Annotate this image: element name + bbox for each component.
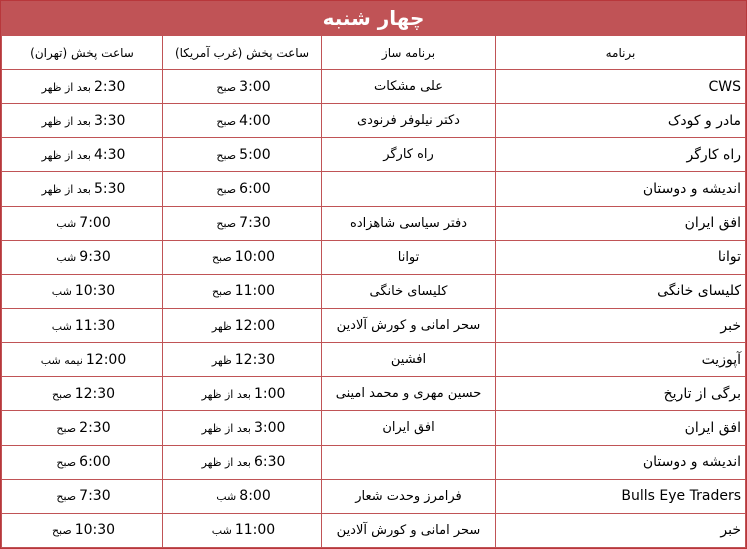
us-period: ظهر <box>211 319 232 333</box>
us-time-cell <box>163 70 322 104</box>
us-time-cell <box>163 343 322 377</box>
us-time: 3:00 <box>253 419 286 436</box>
tehran-time: 11:30 <box>74 317 116 334</box>
us-time: 12:00 <box>234 317 276 334</box>
program-cell: آپوزیت <box>496 343 746 377</box>
program-cell: مادر و کودک <box>496 104 746 138</box>
tehran-time: 3:30 <box>93 112 126 129</box>
us-time: 3:00 <box>239 78 271 95</box>
header-us-time: ساعت پخش (غرب آمریکا) <box>163 36 322 70</box>
tehran-period: صبح <box>51 387 72 401</box>
day-title <box>1 1 746 35</box>
program-cell: خبر <box>496 513 746 547</box>
us-period: صبح <box>216 114 237 128</box>
tehran-time-cell <box>2 138 163 172</box>
tehran-time-cell <box>2 343 163 377</box>
table-row <box>2 240 746 274</box>
tehran-time: 2:30 <box>93 78 126 95</box>
tehran-time: 12:00 <box>85 351 127 368</box>
tehran-period: صبح <box>56 456 77 470</box>
header-row <box>2 36 746 70</box>
tehran-time-cell <box>2 70 163 104</box>
tehran-period: صبح <box>51 524 72 538</box>
tehran-period: شب <box>56 217 77 231</box>
table-row <box>2 274 746 308</box>
table-row <box>2 70 746 104</box>
us-time: 6:30 <box>253 454 286 471</box>
program-cell: افق ایران <box>496 411 746 445</box>
tehran-period: صبح <box>56 421 77 435</box>
table-row <box>2 479 746 513</box>
table-row <box>2 411 746 445</box>
schedule-table <box>1 35 746 548</box>
us-time: 8:00 <box>239 488 271 505</box>
host-cell: سحر امانی و کورش آلادین <box>322 308 496 342</box>
table-row <box>2 172 746 206</box>
us-time: 6:00 <box>239 180 271 197</box>
table-row <box>2 206 746 240</box>
us-time: 1:00 <box>253 385 286 402</box>
table-row <box>2 377 746 411</box>
us-period: صبح <box>216 182 237 196</box>
us-time-cell <box>163 274 322 308</box>
host-cell: سحر امانی و کورش آلادین <box>322 513 496 547</box>
program-cell: توانا <box>496 240 746 274</box>
us-time: 11:00 <box>234 522 276 539</box>
tehran-time: 4:30 <box>93 146 126 163</box>
tehran-period: شب <box>56 251 77 265</box>
host-cell: دکتر نیلوفر فرنودی <box>322 104 496 138</box>
host-cell: افشین <box>322 343 496 377</box>
program-cell: برگی از تاریخ <box>496 377 746 411</box>
tehran-period: بعد از ظهر <box>41 114 91 128</box>
us-time: 5:00 <box>239 146 271 163</box>
us-period: بعد از ظهر <box>201 456 251 470</box>
us-time: 10:00 <box>234 249 276 266</box>
day-title-text: چهار شنبه <box>322 6 425 30</box>
us-time-cell <box>163 377 322 411</box>
table-row <box>2 308 746 342</box>
table-row <box>2 138 746 172</box>
us-time: 7:30 <box>239 215 271 232</box>
program-cell: راه کارگر <box>496 138 746 172</box>
us-period: شب <box>216 490 237 504</box>
us-time-cell <box>163 308 322 342</box>
us-period: بعد از ظهر <box>201 421 251 435</box>
tehran-period: بعد از ظهر <box>41 182 91 196</box>
program-cell: خبر <box>496 308 746 342</box>
us-period: ظهر <box>211 353 232 367</box>
header-host: برنامه ساز <box>322 36 496 70</box>
tehran-time: 7:00 <box>79 215 111 232</box>
us-time-cell <box>163 411 322 445</box>
us-time: 11:00 <box>234 283 276 300</box>
us-period: صبح <box>216 80 237 94</box>
host-cell: توانا <box>322 240 496 274</box>
tehran-time-cell <box>2 479 163 513</box>
tehran-time-cell <box>2 411 163 445</box>
program-cell: کلیسای خانگی <box>496 274 746 308</box>
tehran-period: بعد از ظهر <box>41 148 91 162</box>
tehran-time-cell <box>2 445 163 479</box>
table-row <box>2 513 746 547</box>
us-period: صبح <box>216 148 237 162</box>
tehran-time: 5:30 <box>93 180 126 197</box>
tehran-time-cell <box>2 513 163 547</box>
us-time-cell <box>163 479 322 513</box>
program-cell: اندیشه و دوستان <box>496 172 746 206</box>
tehran-time: 10:30 <box>74 522 116 539</box>
table-header <box>2 36 746 70</box>
us-time-cell <box>163 445 322 479</box>
tehran-time-cell <box>2 172 163 206</box>
us-period: صبح <box>211 285 232 299</box>
tehran-time: 7:30 <box>79 488 111 505</box>
host-cell: علی مشکات <box>322 70 496 104</box>
tehran-time: 9:30 <box>79 249 111 266</box>
us-period: بعد از ظهر <box>201 387 251 401</box>
tehran-time: 12:30 <box>74 385 116 402</box>
tehran-time-cell <box>2 206 163 240</box>
us-time-cell <box>163 138 322 172</box>
tehran-time: 6:00 <box>79 454 111 471</box>
us-time-cell <box>163 513 322 547</box>
header-tehran-time: ساعت پخش (تهران) <box>2 36 163 70</box>
tehran-period: صبح <box>56 490 77 504</box>
tehran-time-cell <box>2 377 163 411</box>
host-cell <box>322 172 496 206</box>
program-cell: CWS <box>496 70 746 104</box>
tehran-period: شب <box>51 319 72 333</box>
table-row <box>2 343 746 377</box>
program-cell: افق ایران <box>496 206 746 240</box>
host-cell: فرامرز وحدت شعار <box>322 479 496 513</box>
us-time: 4:00 <box>239 112 271 129</box>
tehran-period: بعد از ظهر <box>41 80 91 94</box>
us-time-cell <box>163 206 322 240</box>
host-cell: دفتر سیاسی شاهزاده <box>322 206 496 240</box>
tehran-period: شب <box>51 285 72 299</box>
tehran-time: 2:30 <box>79 419 111 436</box>
tehran-time-cell <box>2 104 163 138</box>
tehran-time: 10:30 <box>74 283 116 300</box>
us-time: 12:30 <box>234 351 276 368</box>
tehran-time-cell <box>2 308 163 342</box>
host-cell: کلیسای خانگی <box>322 274 496 308</box>
host-cell: افق ایران <box>322 411 496 445</box>
us-time-cell <box>163 240 322 274</box>
tehran-time-cell <box>2 274 163 308</box>
table-row <box>2 445 746 479</box>
tehran-period: نیمه شب <box>40 353 83 367</box>
tehran-time-cell <box>2 240 163 274</box>
program-cell: اندیشه و دوستان <box>496 445 746 479</box>
program-cell: Bulls Eye Traders <box>496 479 746 513</box>
table-row <box>2 104 746 138</box>
host-cell: راه کارگر <box>322 138 496 172</box>
us-period: صبح <box>216 217 237 231</box>
us-time-cell <box>163 172 322 206</box>
us-period: شب <box>211 524 232 538</box>
header-program: برنامه <box>496 36 746 70</box>
table-body <box>2 70 746 548</box>
host-cell <box>322 445 496 479</box>
us-time-cell <box>163 104 322 138</box>
host-cell: حسین مهری و محمد امینی <box>322 377 496 411</box>
us-period: صبح <box>211 251 232 265</box>
